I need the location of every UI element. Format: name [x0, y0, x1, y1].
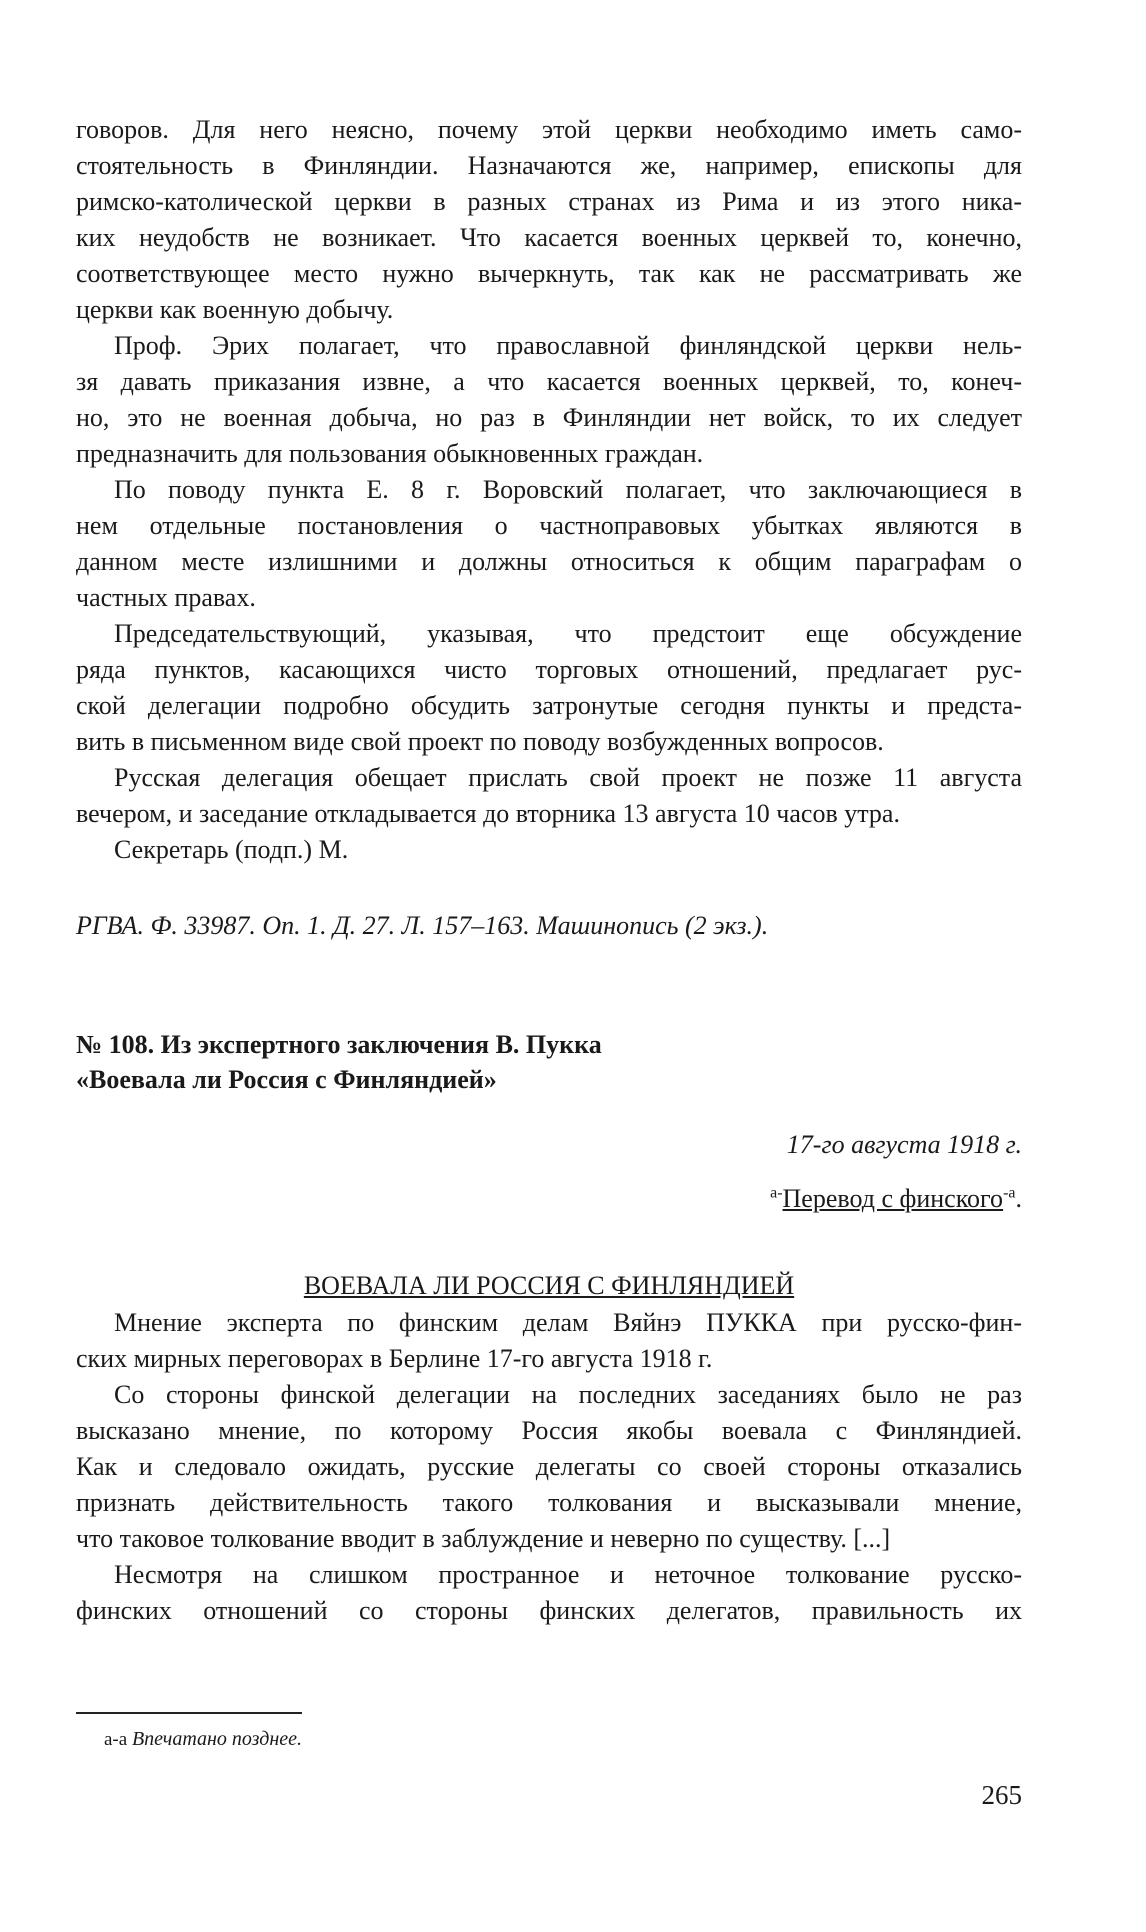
- body-text-top: [76, 112, 1022, 868]
- document-heading-line1: № 108. Из экспертного заключения В. Пукка: [76, 1030, 602, 1059]
- text-line: По поводу пункта Е. 8 г. Воровский полагает, что заключающиеся в: [114, 475, 1022, 504]
- text-line: финских отношений со стороны финских делегатов, правильность их: [76, 1596, 1022, 1625]
- text-line: ских мирных переговорах в Берлине 17-го августа 1918 г.: [76, 1344, 713, 1373]
- text-line: Председательствующий, указывая, что предстоит еще обсуждение: [114, 619, 1022, 648]
- footnote-mark: а-а: [104, 1729, 128, 1750]
- archive-source: РГВА. Ф. 33987. Оп. 1. Д. 27. Л. 157–163. Машинопись (2 экз.).: [76, 911, 769, 940]
- text-line: Русская делегация обещает прислать свой проект не позже 11 августа: [114, 763, 1022, 792]
- text-line: Секретарь (подп.) М.: [114, 835, 349, 864]
- text-line: Мнение эксперта по финским делам Вяйнэ ПУККА при русско-фин-: [114, 1308, 1022, 1337]
- footnote: [104, 1728, 302, 1751]
- text-line: церкви как военную добычу.: [76, 295, 394, 324]
- text-line: говоров. Для него неясно, почему этой церкви необходимо иметь само-: [76, 115, 1022, 144]
- body-text-bottom: [76, 1305, 1022, 1629]
- text-line: ряда пунктов, касающихся чисто торговых отношений, предлагает рус-: [76, 655, 1022, 684]
- footnote-text: Впечатано позднее.: [131, 1728, 303, 1750]
- note-mark-close: -а: [1003, 1184, 1016, 1202]
- text-line: высказано мнение, по которому Россия якобы воевала с Финляндией.: [76, 1416, 1022, 1445]
- text-line: вить в письменном виде свой проект по поводу возбужденных вопросов.: [76, 727, 884, 756]
- text-line: предназначить для пользования обыкновенных граждан.: [76, 439, 704, 468]
- text-line: но, это не военная добыча, но раз в Финляндии нет войск, то их следует: [76, 403, 1022, 432]
- text-line: вечером, и заседание откладывается до вторника 13 августа 10 часов утра.: [76, 799, 900, 828]
- text-line: данном месте излишними и должны относиться к общим параграфам о: [76, 547, 1022, 576]
- text-line: частных правах.: [76, 583, 256, 612]
- text-line: ких неудобств не возникает. Что касается военных церквей то, конечно,: [76, 223, 1022, 252]
- text-line: римско-католической церкви в разных странах из Рима и из этого ника-: [76, 187, 1022, 216]
- text-line: Проф. Эрих полагает, что православной финляндской церкви нель-: [114, 331, 1022, 360]
- section-title: ВОЕВАЛА ЛИ РОССИЯ С ФИНЛЯНДИЕЙ: [303, 1271, 795, 1300]
- document-date: 17-го августа 1918 г.: [786, 1130, 1022, 1159]
- text-line: соответствующее место нужно вычеркнуть, так как не рассматривать же: [76, 259, 1022, 288]
- document-heading-line2: «Воевала ли Россия с Финляндией»: [76, 1065, 497, 1094]
- footnote-divider: [76, 1712, 302, 1714]
- translation-note: [770, 1184, 1022, 1214]
- text-line: признать действительность такого толкования и высказывали мнение,: [76, 1488, 1022, 1517]
- note-mark-open: а-: [770, 1184, 783, 1202]
- text-line: Со стороны финской делегации на последних заседаниях было не раз: [114, 1380, 1022, 1409]
- text-line: Несмотря на слишком пространное и неточное толкование русско-: [114, 1560, 1022, 1589]
- note-period: .: [1015, 1184, 1022, 1213]
- page-number: 265: [981, 1780, 1022, 1810]
- text-line: стоятельность в Финляндии. Назначаются же, например, епископы для: [76, 151, 1022, 180]
- text-line: что таковое толкование вводит в заблуждение и неверно по существу. [...]: [76, 1524, 891, 1553]
- text-line: зя давать приказания извне, а что касается военных церквей, то, конеч-: [76, 367, 1022, 396]
- text-line: ской делегации подробно обсудить затронутые сегодня пункты и предста-: [76, 691, 1022, 720]
- translation-note-text: Перевод с финского: [782, 1184, 1004, 1213]
- text-line: нем отдельные постановления о частноправовых убытках являются в: [76, 511, 1022, 540]
- text-line: Как и следовало ожидать, русские делегаты со своей стороны отказались: [76, 1452, 1022, 1481]
